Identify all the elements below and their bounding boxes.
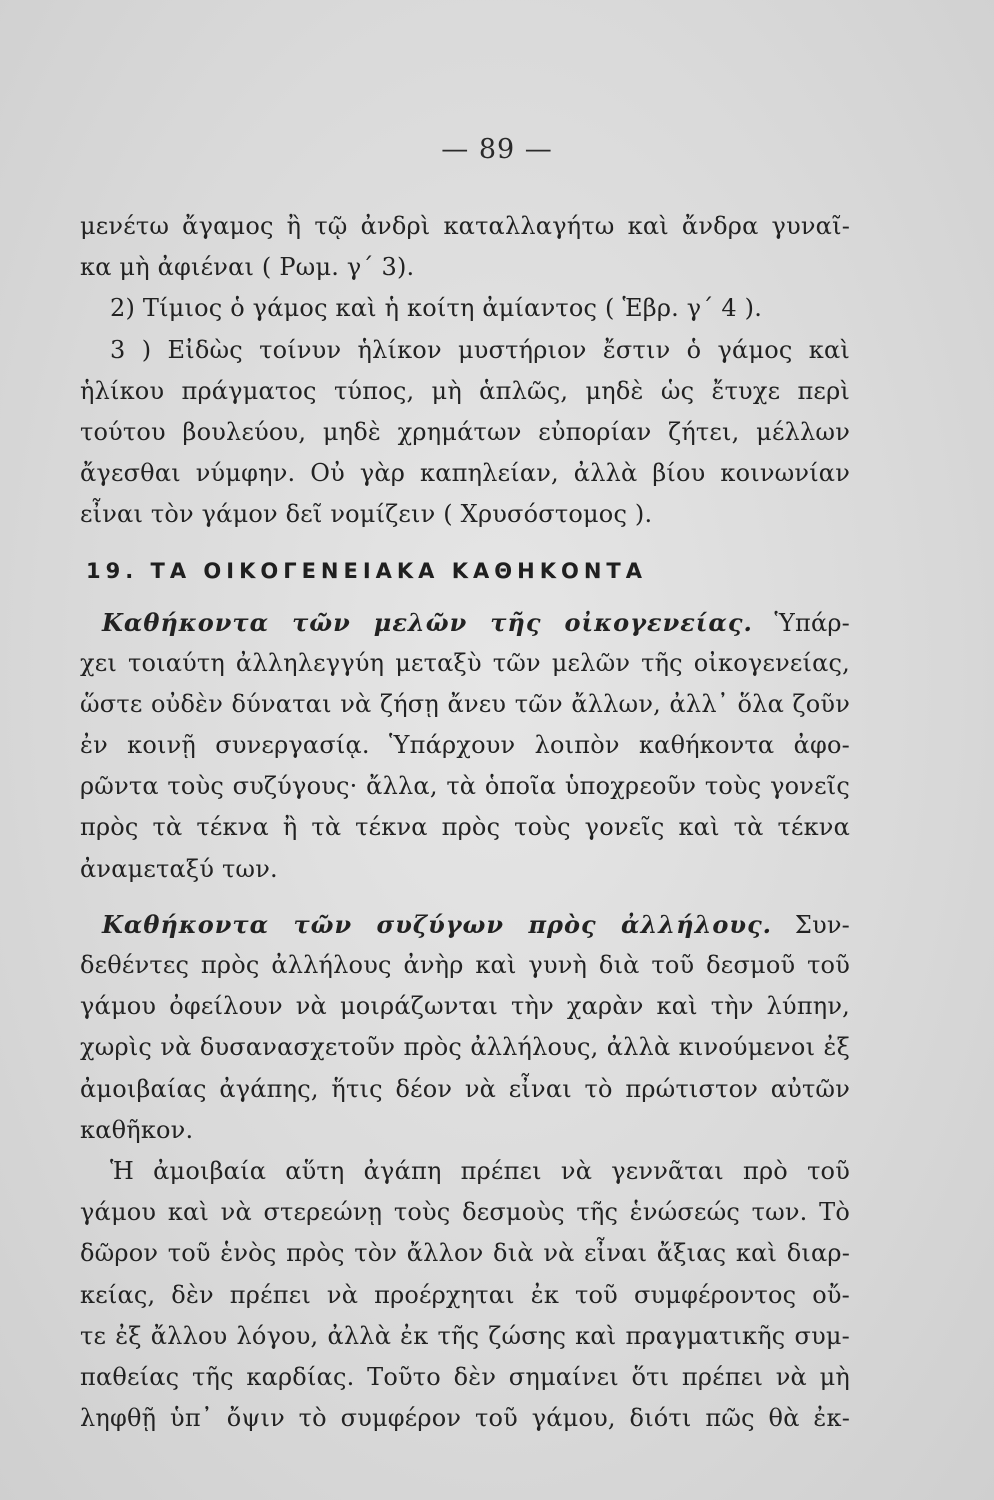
text-line: χει τοιαύτη ἀλληλεγγύη μεταξὺ τῶν μελῶν τῆς οἰκογενείας, xyxy=(80,648,850,677)
page-number: — 89 — xyxy=(441,134,553,165)
text-line: ὥστε οὐδὲν δύναται νὰ ζήσῃ ἄνευ τῶν ἄλλων, ἀλλ᾿ ὅλα ζοῦν xyxy=(80,689,850,718)
text-line: ρῶντα τοὺς συζύγους· ἄλλα, τὰ ὁποῖα ὑποχρεοῦν τοὺς γονεῖς xyxy=(80,772,850,801)
text-line: ἄγεσθαι νύμφην. Οὐ γὰρ καπηλείαν, ἀλλὰ βίου κοινωνίαν xyxy=(80,459,850,488)
text-line: ληφθῇ ὑπ᾿ ὄψιν τὸ συμφέρον τοῦ γάμου, διότι πῶς θὰ ἐκ- xyxy=(80,1404,850,1433)
text-line: εἶναι τὸν γάμον δεῖ νομίζειν ( Χρυσόστομος ). xyxy=(80,500,653,529)
text-line: δεθέντες πρὸς ἀλλήλους ἀνὴρ καὶ γυνὴ διὰ τοῦ δεσμοῦ τοῦ xyxy=(80,951,850,979)
body-text xyxy=(80,206,850,1439)
subheading-spouse-duties: Καθήκοντα τῶν συζύγων πρὸς ἀλλήλους. xyxy=(102,909,773,939)
text-line: κείας, δὲν πρέπει νὰ προέρχηται ἐκ τοῦ συμφέροντος οὔ- xyxy=(80,1280,850,1309)
text-line: ἡλίκου πράγματος τύπος, μὴ ἁπλῶς, μηδὲ ὡς ἔτυχε περὶ xyxy=(80,376,850,405)
text-line: ἀναμεταξύ των. xyxy=(80,854,278,883)
section2-first-line xyxy=(80,904,850,945)
subheading-family-duties: Καθήκοντα τῶν μελῶν τῆς οἰκογενείας. xyxy=(102,607,753,637)
text-line: πρὸς τὰ τέκνα ἢ τὰ τέκνα πρὸς τοὺς γονεῖς καὶ τὰ τέκνα xyxy=(80,813,850,842)
text-line: ἀμοιβαίας ἀγάπης, ἥτις δέον νὰ εἶναι τὸ πρώτιστον αὐτῶν xyxy=(80,1074,850,1103)
text-line: τε ἐξ ἄλλου λόγου, ἀλλὰ ἐκ τῆς ζώσης καὶ πραγματικῆς συμ- xyxy=(80,1321,850,1350)
section-heading: 19. ΤΑ ΟΙΚΟΓΕΝΕΙΑΚΑ ΚΑΘΗΚΟΝΤΑ xyxy=(86,558,647,583)
text-line: καθῆκον. xyxy=(80,1115,194,1144)
text-line: Ἡ ἀμοιβαία αὕτη ἀγάπη πρέπει νὰ γεννᾶται πρὸ τοῦ xyxy=(110,1156,850,1185)
text-line: γάμου καὶ νὰ στερεώνῃ τοὺς δεσμοὺς τῆς ἑνώσεώς των. Τὸ xyxy=(80,1198,850,1227)
text-line: τούτου βουλεύου, μηδὲ χρημάτων εὐπορίαν ζήτει, μέλλων xyxy=(80,417,850,446)
text-fragment: Συν- xyxy=(794,910,850,939)
text-line: χωρὶς νὰ δυσανασχετοῦν πρὸς ἀλλήλους, ἀλλὰ κινούμενοι ἐξ xyxy=(80,1033,850,1062)
text-line: δῶρον τοῦ ἑνὸς πρὸς τὸν ἄλλον διὰ νὰ εἶναι ἄξιας καὶ διαρ- xyxy=(80,1239,850,1268)
paragraph-gap xyxy=(80,890,850,904)
numbered-item-2: 2) Τίμιος ὁ γάμος καὶ ἡ κοίτη ἀμίαντος ( Ἑβρ. γ΄ 4 ). xyxy=(110,294,763,323)
text-line: κα μὴ ἀφιέναι ( Ρωμ. γ΄ 3). xyxy=(80,253,415,282)
text-line: μενέτω ἄγαμος ἢ τῷ ἀνδρὶ καταλλαγήτω καὶ ἄνδρα γυναῖ- xyxy=(80,212,850,240)
numbered-item-3: 3 ) Εἰδὼς τοίνυν ἡλίκον μυστήριον ἔστιν ὁ γάμος καὶ xyxy=(110,335,850,364)
text-fragment: Ὑπάρ- xyxy=(774,608,850,637)
text-line: γάμου ὀφείλουν νὰ μοιράζωνται τὴν χαρὰν καὶ τὴν λύπην, xyxy=(80,992,850,1021)
text-line: παθείας τῆς καρδίας. Τοῦτο δὲν σημαίνει ὅτι πρέπει νὰ μὴ xyxy=(80,1362,850,1391)
section1-first-line xyxy=(80,602,850,643)
text-line: ἐν κοινῇ συνεργασίᾳ. Ὑπάρχουν λοιπὸν καθήκοντα ἀφο- xyxy=(80,731,850,760)
